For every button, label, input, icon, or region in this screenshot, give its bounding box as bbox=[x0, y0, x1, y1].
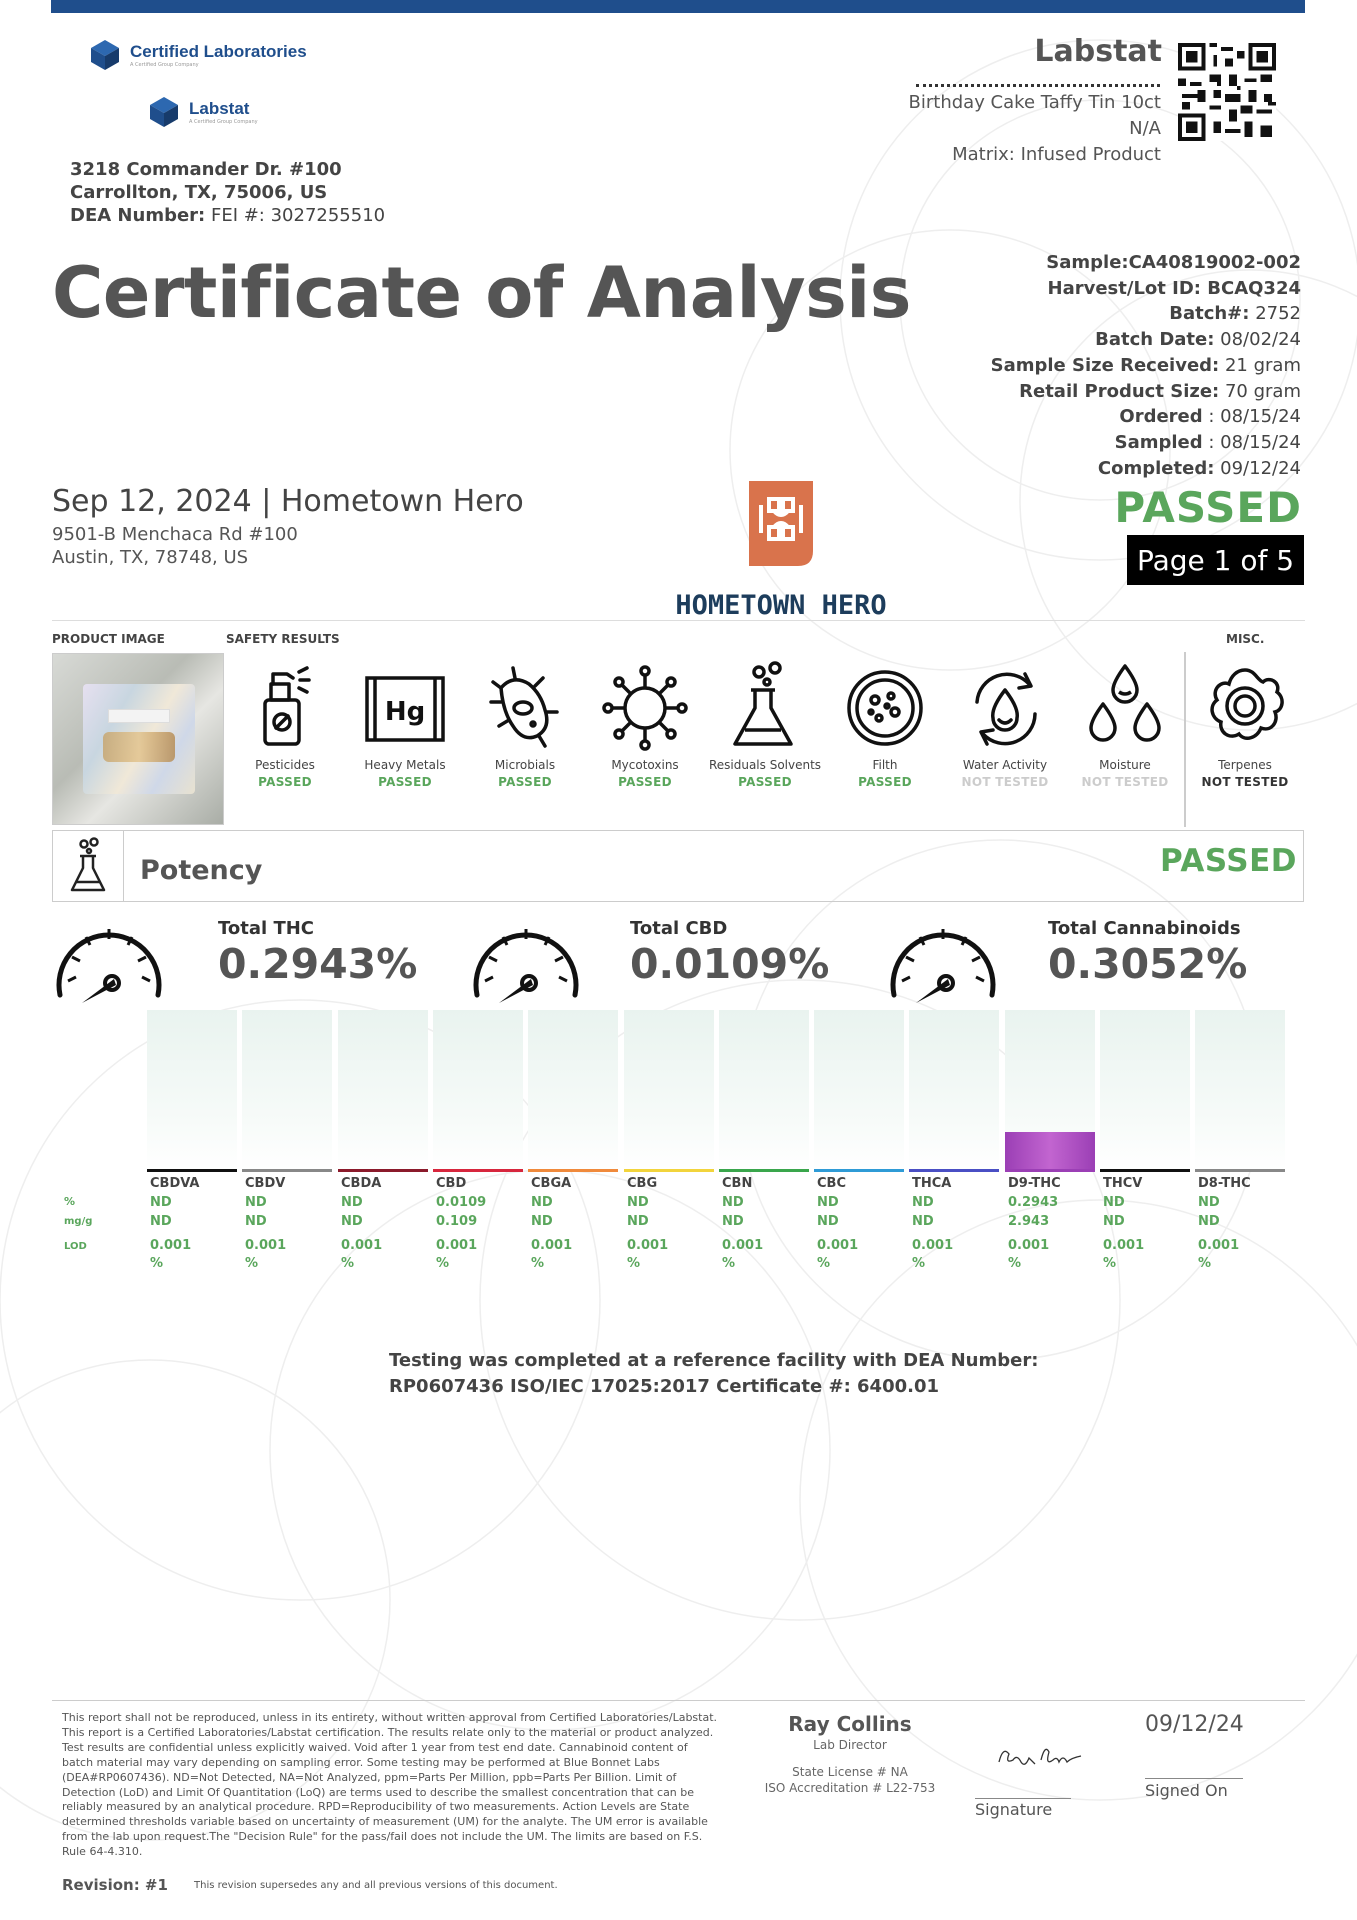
cannabinoid-percent: 0.2943 bbox=[1008, 1195, 1059, 1210]
signed-on-line bbox=[1145, 1778, 1243, 1779]
cannabinoid-percent: ND bbox=[531, 1195, 553, 1210]
hometown-hero-logo-icon bbox=[749, 481, 813, 566]
signature-line bbox=[975, 1798, 1071, 1799]
product-matrix: Matrix: Infused Product bbox=[952, 144, 1161, 165]
meta-row bbox=[991, 379, 1301, 405]
meta-key: Ordered bbox=[1119, 406, 1203, 428]
meta-key: Completed: bbox=[1097, 457, 1215, 479]
bar-baseline bbox=[719, 1169, 809, 1172]
lab-address-line1: 3218 Commander Dr. #100 bbox=[70, 159, 342, 180]
bar-baseline bbox=[1005, 1169, 1095, 1172]
safety-status: PASSED bbox=[618, 775, 672, 789]
client-address bbox=[52, 523, 298, 569]
footer-divider bbox=[52, 1700, 1305, 1701]
cannabinoid-lod: 0.001 bbox=[436, 1238, 478, 1253]
page-indicator: Page 1 of 5 bbox=[1127, 535, 1304, 585]
top-accent-bar bbox=[51, 0, 1305, 13]
bar-background bbox=[1100, 1010, 1190, 1170]
logo-name: Certified Laboratories bbox=[130, 42, 307, 61]
bar-column bbox=[147, 1010, 237, 1172]
flask-icon bbox=[52, 830, 124, 902]
bar-baseline bbox=[1100, 1169, 1190, 1172]
product-brand: Labstat bbox=[1034, 34, 1162, 69]
safety-label: Filth bbox=[872, 758, 898, 772]
handwritten-signature bbox=[995, 1740, 1085, 1770]
cannabinoid-percent: 0.0109 bbox=[436, 1195, 487, 1210]
droplets-icon bbox=[1079, 660, 1171, 752]
total-cannabinoids-value: 0.3052% bbox=[1048, 940, 1248, 988]
flower-icon bbox=[1199, 660, 1291, 752]
logo-tagline: A Certified Group Company bbox=[130, 62, 199, 68]
safety-status: PASSED bbox=[378, 775, 432, 789]
cannabinoid-percent: ND bbox=[1103, 1195, 1125, 1210]
safety-status: PASSED bbox=[858, 775, 912, 789]
cannabinoid-lod-unit: % bbox=[436, 1256, 450, 1271]
gauge-icon bbox=[884, 915, 1002, 1015]
cannabinoid-name: D8-THC bbox=[1198, 1176, 1251, 1191]
report-date-client: Sep 12, 2024 | Hometown Hero bbox=[52, 484, 524, 519]
safety-item-mycotoxins bbox=[585, 660, 705, 789]
total-thc-label: Total THC bbox=[218, 918, 314, 939]
safety-label: Residuals Solvents bbox=[708, 758, 822, 772]
lab-address bbox=[70, 158, 385, 227]
cannabinoid-mg-g: ND bbox=[722, 1214, 744, 1229]
cannabinoid-mg-g: ND bbox=[341, 1214, 363, 1229]
bar-background bbox=[338, 1010, 428, 1170]
safety-item-water-activity bbox=[945, 660, 1065, 789]
meta-row bbox=[991, 456, 1301, 482]
bar-column bbox=[242, 1010, 332, 1172]
dea-value: FEI #: 3027255510 bbox=[205, 205, 386, 226]
meta-key: Sample Size Received: bbox=[990, 354, 1220, 376]
svg-text:Hg: Hg bbox=[384, 697, 426, 727]
product-na: N/A bbox=[1129, 118, 1161, 139]
bar-background bbox=[624, 1010, 714, 1170]
cannabinoid-name: THCA bbox=[912, 1176, 952, 1191]
dotted-divider bbox=[916, 84, 1160, 87]
cannabinoid-name: D9-THC bbox=[1008, 1176, 1061, 1191]
bar-background bbox=[909, 1010, 999, 1170]
safety-label: Water Activity bbox=[962, 758, 1048, 772]
total-cbd-value: 0.0109% bbox=[630, 940, 830, 988]
cannabinoid-name: CBD bbox=[436, 1176, 467, 1191]
safety-status: NOT TESTED bbox=[1201, 775, 1289, 789]
cannabinoid-mg-g: ND bbox=[1103, 1214, 1125, 1229]
microbe-icon bbox=[479, 660, 571, 752]
cannabinoid-lod: 0.001 bbox=[912, 1238, 954, 1253]
cannabinoid-percent: ND bbox=[627, 1195, 649, 1210]
safety-status: NOT TESTED bbox=[1081, 775, 1169, 789]
bar-column bbox=[433, 1010, 523, 1172]
meta-value: 2752 bbox=[1249, 303, 1301, 325]
certified-laboratories-logo bbox=[88, 38, 307, 72]
bar-background bbox=[433, 1010, 523, 1170]
cannabinoid-name: CBG bbox=[627, 1176, 658, 1191]
cannabinoid-lod-unit: % bbox=[150, 1256, 164, 1271]
meta-row bbox=[991, 276, 1301, 302]
bar-background bbox=[528, 1010, 618, 1170]
iso-accreditation: ISO Accreditation # L22-753 bbox=[764, 1781, 936, 1795]
total-cbd-label: Total CBD bbox=[630, 918, 728, 939]
gauge-icon bbox=[50, 915, 168, 1015]
row-label-mg-g: mg/g bbox=[64, 1216, 93, 1227]
meta-row bbox=[991, 353, 1301, 379]
section-label-misc: MISC. bbox=[1226, 632, 1265, 646]
cannabinoid-name: CBN bbox=[722, 1176, 753, 1191]
meta-value: : 08/15/24 bbox=[1202, 431, 1301, 453]
bar-fill bbox=[1005, 1132, 1095, 1170]
lab-address-line2: Carrollton, TX, 75006, US bbox=[70, 182, 328, 203]
meta-value: : 08/15/24 bbox=[1202, 406, 1301, 428]
bar-column bbox=[814, 1010, 904, 1172]
disclaimer-text: This report shall not be reproduced, unless in its entirety, without written approval from Certified Laboratories/Labstat. This report is a Certified Laboratories/Labstat certification. The results relate only to the material or product analyzed. Test results are confidential unless explicitly waived. Void after 1 year from test end date. Cannabinoid content of batch material may vary depending on sampling error. Some testing may be performed at Blue Bonnet Labs (DEA#RP0607436). ND=Not Detected, NA=Not Analyzed, ppm=Parts Per Million, ppb=Parts Per Billion. Limit of Detection (LoD) and Limit Of Quantitation (LoQ) are terms used to describe the smallest concentration that can be reliably measured by an analytical procedure. RPD=Reproducibility of two measurements. Action Levels are State determined thresholds variable based on uncertainty of measurement (UM) for the analyte. The UM error is available from the lab upon request.The "Decision Rule" for the pass/fail does not include the UM. The limits are based on F.S. Rule 64-4.310. bbox=[62, 1711, 718, 1859]
meta-row bbox=[991, 430, 1301, 456]
cannabinoid-lod-unit: % bbox=[817, 1256, 831, 1271]
petri-dish-icon bbox=[839, 660, 931, 752]
cannabinoid-lod: 0.001 bbox=[245, 1238, 287, 1253]
signature-label: Signature bbox=[975, 1800, 1053, 1819]
bar-column bbox=[528, 1010, 618, 1172]
gauge-icon bbox=[467, 915, 585, 1015]
meta-value: 21 gram bbox=[1219, 354, 1301, 376]
safety-label: Moisture bbox=[1099, 758, 1151, 772]
client-brand-wordmark: HOMETOWN HERO bbox=[675, 590, 887, 621]
meta-value: 70 gram bbox=[1219, 380, 1301, 402]
potency-status: PASSED bbox=[1159, 843, 1297, 879]
bar-column bbox=[1005, 1010, 1095, 1172]
cannabinoid-percent: ND bbox=[817, 1195, 839, 1210]
bar-column bbox=[624, 1010, 714, 1172]
cannabinoid-percent: ND bbox=[341, 1195, 363, 1210]
cannabinoid-lod-unit: % bbox=[1103, 1256, 1117, 1271]
signer-block bbox=[740, 1712, 960, 1796]
bar-column bbox=[338, 1010, 428, 1172]
labstat-logo bbox=[147, 95, 258, 129]
bar-background bbox=[719, 1010, 809, 1170]
potency-icon-box bbox=[52, 830, 124, 902]
signer-name: Ray Collins bbox=[788, 1712, 912, 1736]
cannabinoid-lod: 0.001 bbox=[817, 1238, 859, 1253]
safety-item-residual-solvents bbox=[705, 660, 825, 789]
meta-key: Batch#: bbox=[1169, 303, 1250, 325]
bar-background bbox=[242, 1010, 332, 1170]
total-thc-value: 0.2943% bbox=[218, 940, 418, 988]
page-title: Certificate of Analysis bbox=[52, 252, 911, 334]
signed-date: 09/12/24 bbox=[1145, 1712, 1244, 1737]
safety-label: Mycotoxins bbox=[611, 758, 679, 772]
water-cycle-icon bbox=[959, 660, 1051, 752]
signer-role: Lab Director bbox=[813, 1738, 887, 1752]
cannabinoid-name: CBDVA bbox=[150, 1176, 200, 1191]
meta-row bbox=[991, 301, 1301, 327]
bar-baseline bbox=[909, 1169, 999, 1172]
logo-tagline: A Certified Group Company bbox=[189, 119, 258, 125]
safety-item-filth bbox=[825, 660, 945, 789]
cannabinoid-lod-unit: % bbox=[722, 1256, 736, 1271]
cannabinoid-lod-unit: % bbox=[341, 1256, 355, 1271]
sample-metadata bbox=[991, 250, 1301, 481]
meta-key: Sampled bbox=[1114, 431, 1203, 453]
safety-item-moisture bbox=[1065, 660, 1185, 789]
row-label-percent: % bbox=[64, 1195, 76, 1208]
safety-label: Heavy Metals bbox=[364, 758, 446, 772]
bar-background bbox=[1195, 1010, 1285, 1170]
safety-label: Microbials bbox=[494, 758, 556, 772]
safety-item-pesticides bbox=[225, 660, 345, 789]
bar-baseline bbox=[528, 1169, 618, 1172]
cannabinoid-mg-g: 0.109 bbox=[436, 1214, 478, 1229]
facility-note-line2: RP0607436 ISO/IEC 17025:2017 Certificate #: 6400.01 bbox=[389, 1376, 940, 1397]
cannabinoid-percent: ND bbox=[1198, 1195, 1220, 1210]
cannabinoid-mg-g: ND bbox=[817, 1214, 839, 1229]
safety-item-heavy-metals bbox=[345, 660, 465, 789]
logo-name: Labstat bbox=[189, 99, 250, 118]
cannabinoid-lod-unit: % bbox=[1008, 1256, 1022, 1271]
safety-status: PASSED bbox=[498, 775, 552, 789]
cannabinoid-mg-g: ND bbox=[1198, 1214, 1220, 1229]
cannabinoid-name: CBDA bbox=[341, 1176, 382, 1191]
cannabinoid-name: CBDV bbox=[245, 1176, 286, 1191]
bar-column bbox=[909, 1010, 999, 1172]
safety-results-list bbox=[0, 660, 1357, 810]
meta-row bbox=[991, 250, 1301, 276]
cannabinoid-lod: 0.001 bbox=[150, 1238, 192, 1253]
overall-status-badge: PASSED bbox=[1114, 483, 1302, 532]
revision-label: Revision: #1 bbox=[62, 1876, 168, 1894]
cannabinoid-lod: 0.001 bbox=[1008, 1238, 1050, 1253]
meta-value: 09/12/24 bbox=[1214, 457, 1301, 479]
safety-status: NOT TESTED bbox=[961, 775, 1049, 789]
meta-value: 08/02/24 bbox=[1214, 329, 1301, 351]
revision-note: This revision supersedes any and all previous versions of this document. bbox=[194, 1880, 558, 1891]
flask-icon bbox=[719, 660, 811, 752]
cannabinoid-lod-unit: % bbox=[627, 1256, 641, 1271]
safety-label: Terpenes bbox=[1218, 758, 1272, 772]
bar-column bbox=[719, 1010, 809, 1172]
spray-bottle-icon bbox=[245, 660, 325, 752]
safety-item-terpenes bbox=[1185, 660, 1305, 789]
meta-key: Retail Product Size: bbox=[1019, 380, 1220, 402]
cannabinoid-mg-g: ND bbox=[627, 1214, 649, 1229]
cannabinoid-mg-g: 2.943 bbox=[1008, 1214, 1050, 1229]
bar-baseline bbox=[624, 1169, 714, 1172]
bar-baseline bbox=[338, 1169, 428, 1172]
cannabinoid-mg-g: ND bbox=[245, 1214, 267, 1229]
client-address-line1: 9501-B Menchaca Rd #100 bbox=[52, 524, 298, 545]
cube-logo-icon bbox=[147, 95, 181, 129]
safety-item-microbials bbox=[465, 660, 585, 789]
cannabinoid-lod-unit: % bbox=[1198, 1256, 1212, 1271]
cannabinoid-name: THCV bbox=[1103, 1176, 1143, 1191]
meta-key: Batch Date: bbox=[1095, 329, 1215, 351]
total-cannabinoids-label: Total Cannabinoids bbox=[1048, 918, 1241, 939]
facility-note bbox=[389, 1348, 1038, 1400]
bar-column bbox=[1195, 1010, 1285, 1172]
signed-on-label: Signed On bbox=[1145, 1781, 1228, 1800]
meta-key: Sample:CA40819002-002 bbox=[1046, 252, 1301, 273]
bar-column bbox=[1100, 1010, 1190, 1172]
cannabinoid-lod: 0.001 bbox=[341, 1238, 383, 1253]
row-label-lod: LOD bbox=[64, 1241, 87, 1252]
cannabinoid-lod-unit: % bbox=[531, 1256, 545, 1271]
qr-code-icon[interactable] bbox=[1178, 43, 1276, 141]
bar-baseline bbox=[433, 1169, 523, 1172]
cannabinoid-percent: ND bbox=[912, 1195, 934, 1210]
virus-icon bbox=[599, 660, 691, 752]
cannabinoid-mg-g: ND bbox=[912, 1214, 934, 1229]
cannabinoid-name: CBGA bbox=[531, 1176, 572, 1191]
product-name: Birthday Cake Taffy Tin 10ct bbox=[908, 92, 1161, 113]
cannabinoid-lod-unit: % bbox=[912, 1256, 926, 1271]
cannabinoid-percent: ND bbox=[150, 1195, 172, 1210]
meta-key: Harvest/Lot ID: BCAQ324 bbox=[1047, 277, 1301, 299]
cannabinoid-lod-unit: % bbox=[245, 1256, 259, 1271]
heavy-metals-hg-icon bbox=[359, 660, 451, 752]
bar-baseline bbox=[814, 1169, 904, 1172]
cannabinoid-mg-g: ND bbox=[150, 1214, 172, 1229]
section-label-product-image: PRODUCT IMAGE bbox=[52, 632, 165, 646]
cannabinoid-lod: 0.001 bbox=[531, 1238, 573, 1253]
state-license: State License # NA bbox=[792, 1765, 908, 1779]
dea-label: DEA Number: bbox=[70, 205, 206, 226]
cannabinoid-lod: 0.001 bbox=[627, 1238, 669, 1253]
cannabinoid-lod: 0.001 bbox=[1103, 1238, 1145, 1253]
safety-status: PASSED bbox=[738, 775, 792, 789]
bar-background bbox=[814, 1010, 904, 1170]
cannabinoid-name: CBC bbox=[817, 1176, 846, 1191]
cannabinoid-percent: ND bbox=[245, 1195, 267, 1210]
cannabinoid-lod: 0.001 bbox=[1198, 1238, 1240, 1253]
cube-logo-icon bbox=[88, 38, 122, 72]
product-info bbox=[909, 90, 1161, 168]
potency-title: Potency bbox=[140, 855, 263, 886]
facility-note-line1: Testing was completed at a reference facility with DEA Number: bbox=[389, 1350, 1039, 1371]
section-divider bbox=[52, 620, 1305, 621]
cannabinoid-lod: 0.001 bbox=[722, 1238, 764, 1253]
bar-baseline bbox=[147, 1169, 237, 1172]
client-address-line2: Austin, TX, 78748, US bbox=[52, 547, 249, 568]
cannabinoid-percent: ND bbox=[722, 1195, 744, 1210]
meta-row bbox=[991, 404, 1301, 430]
meta-row bbox=[991, 327, 1301, 353]
section-label-safety-results: SAFETY RESULTS bbox=[226, 632, 340, 646]
safety-status: PASSED bbox=[258, 775, 312, 789]
bar-background bbox=[147, 1010, 237, 1170]
bar-baseline bbox=[1195, 1169, 1285, 1172]
bar-baseline bbox=[242, 1169, 332, 1172]
cannabinoid-mg-g: ND bbox=[531, 1214, 553, 1229]
safety-label: Pesticides bbox=[255, 758, 315, 772]
